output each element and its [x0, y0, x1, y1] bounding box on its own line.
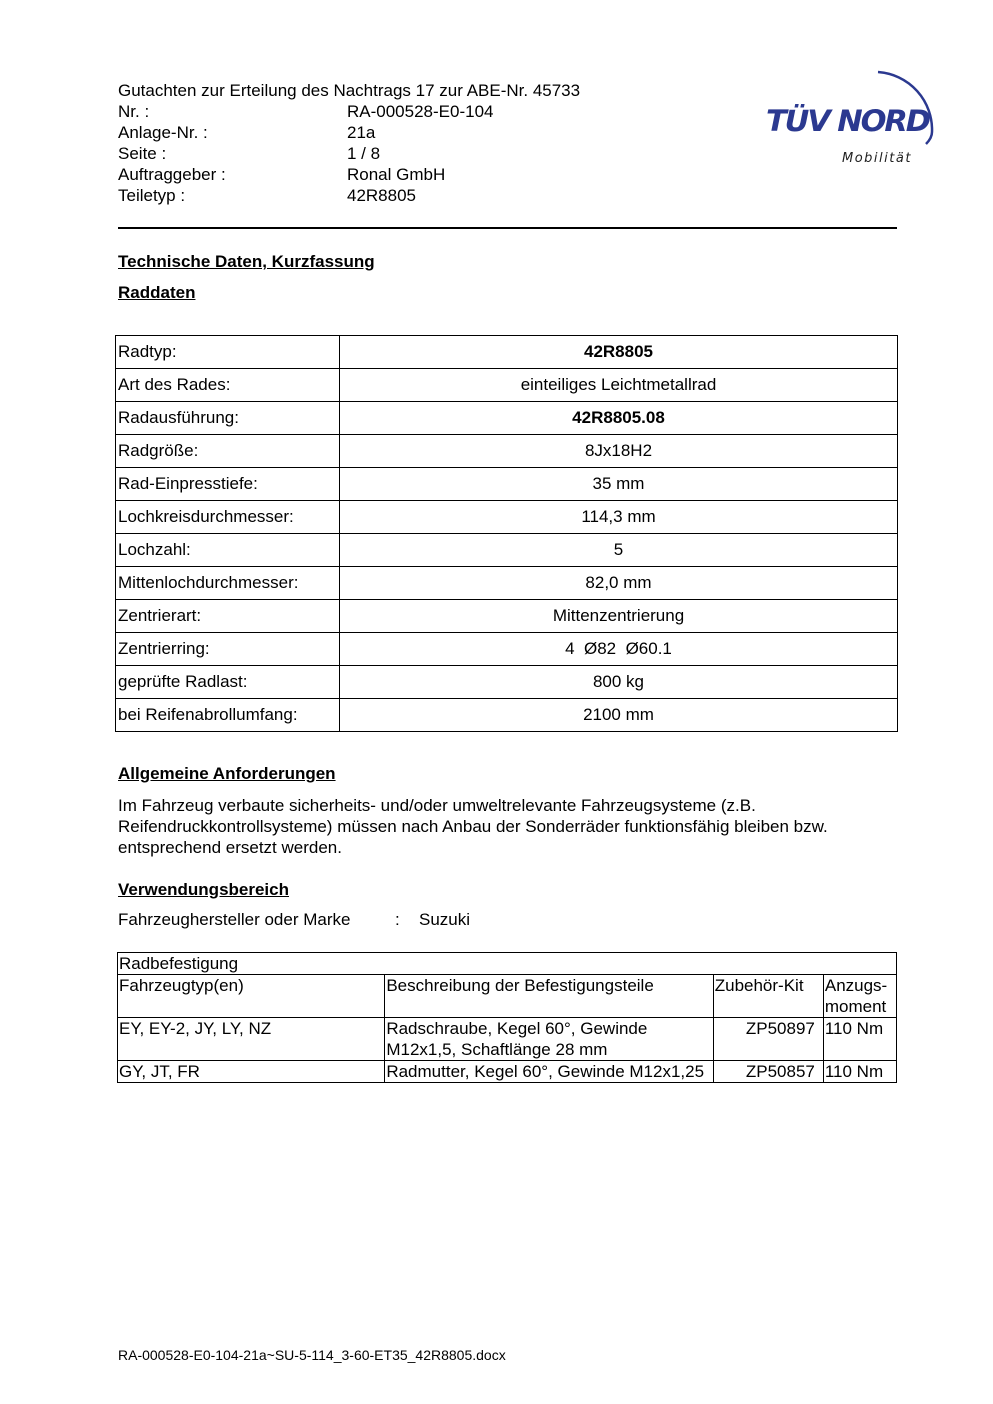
table-title-row: [118, 953, 897, 975]
heading-usage-scope: Verwendungsbereich: [118, 880, 289, 899]
fastening-description: Radmutter, Kegel 60°, Gewinde M12x1,25: [385, 1061, 713, 1083]
table-row: [116, 336, 898, 369]
row-label: Radgröße:: [116, 435, 340, 468]
row-label: Mittenlochdurchmesser:: [116, 567, 340, 600]
table-row: [116, 567, 898, 600]
header-key: Anlage-Nr. :: [118, 123, 208, 142]
column-header: Fahrzeugtyp(en): [118, 975, 385, 1018]
manufacturer-value: Suzuki: [419, 910, 471, 929]
manufacturer-label: Fahrzeughersteller oder Marke: [118, 910, 351, 929]
torque: 110 Nm: [823, 1061, 896, 1083]
fastening-description: Radschraube, Kegel 60°, Gewinde M12x1,5, Schaftlänge 28 mm: [385, 1018, 713, 1061]
row-value: 800 kg: [340, 666, 898, 699]
row-value: 2100 mm: [340, 699, 898, 732]
row-label: Lochzahl:: [116, 534, 340, 567]
table-row: [116, 435, 898, 468]
logo-subtitle: Mobilität: [842, 151, 912, 166]
row-label: Zentrierart:: [116, 600, 340, 633]
header-value: RA-000528-E0-104: [347, 102, 494, 121]
row-label: Lochkreisdurchmesser:: [116, 501, 340, 534]
header-key: Teiletyp :: [118, 186, 186, 205]
table-row: [116, 402, 898, 435]
header-row-seite: [118, 143, 678, 164]
table-header-row: [118, 975, 897, 1018]
table-row: [116, 369, 898, 402]
manufacturer-line: [118, 910, 470, 930]
logo-brand: TÜV NORD: [766, 104, 929, 138]
column-header: Zubehör-Kit: [713, 975, 823, 1018]
fastening-title: Radbefestigung: [118, 953, 897, 975]
header-key: Seite :: [118, 144, 167, 163]
table-row: [116, 501, 898, 534]
row-value: Mittenzentrierung: [340, 600, 898, 633]
row-value: 42R8805: [340, 336, 898, 369]
vehicle-types: GY, JT, FR: [118, 1061, 385, 1083]
row-label: Zentrierring:: [116, 633, 340, 666]
row-label: Radausführung:: [116, 402, 340, 435]
heading-general-requirements: Allgemeine Anforderungen: [118, 764, 336, 783]
table-row: [116, 633, 898, 666]
vehicle-types: EY, EY-2, JY, LY, NZ: [118, 1018, 385, 1061]
torque: 110 Nm: [823, 1018, 896, 1061]
row-label: geprüfte Radlast:: [116, 666, 340, 699]
document-header: [118, 80, 678, 206]
row-value: 4 Ø82 Ø60.1: [340, 633, 898, 666]
wheel-data-table: [115, 335, 898, 732]
table-row: [116, 666, 898, 699]
header-value: 42R8805: [347, 186, 417, 205]
header-value: 1 / 8: [347, 144, 381, 163]
row-label: Radtyp:: [116, 336, 340, 369]
row-value: 42R8805.08: [340, 402, 898, 435]
table-row: [116, 699, 898, 732]
accessory-kit: ZP50857: [713, 1061, 823, 1083]
heading-technical-data: Technische Daten, Kurzfassung: [118, 252, 375, 271]
table-row: [116, 534, 898, 567]
row-value: einteiliges Leichtmetallrad: [340, 369, 898, 402]
row-value: 82,0 mm: [340, 567, 898, 600]
row-value: 35 mm: [340, 468, 898, 501]
column-header: Beschreibung der Befestigungsteile: [385, 975, 713, 1018]
table-row: [118, 1018, 897, 1061]
row-label: bei Reifenabrollumfang:: [116, 699, 340, 732]
header-value: Ronal GmbH: [347, 165, 446, 184]
header-row-anlage: [118, 122, 678, 143]
header-key: Nr. :: [118, 102, 150, 121]
header-row-nr: [118, 101, 678, 122]
accessory-kit: ZP50897: [713, 1018, 823, 1061]
general-requirements-text: Im Fahrzeug verbaute sicherheits- und/oder umweltrelevante Fahrzeugsysteme (z.B. Reifendruckkontrollsysteme) müssen nach Anbau der Sonderräder funktionsfähig bleiben bzw. entsprechend ersetzt werden.: [118, 796, 828, 857]
row-value: 114,3 mm: [340, 501, 898, 534]
table-row: [116, 468, 898, 501]
header-value: 21a: [347, 123, 376, 142]
header-row-auftraggeber: [118, 164, 678, 185]
column-header: Anzugs-moment: [823, 975, 896, 1018]
header-divider: [118, 227, 897, 229]
fastening-table: [117, 952, 897, 1083]
row-label: Art des Rades:: [116, 369, 340, 402]
manufacturer-colon: :: [395, 910, 400, 929]
footer-filename: RA-000528-E0-104-21a~SU-5-114_3-60-ET35_42R8805.docx: [118, 1347, 506, 1363]
row-label: Rad-Einpresstiefe:: [116, 468, 340, 501]
heading-raddaten: Raddaten: [118, 283, 196, 302]
table-row: [118, 1061, 897, 1083]
tuev-nord-logo: [760, 58, 940, 173]
header-key: Auftraggeber :: [118, 165, 226, 184]
report-title: Gutachten zur Erteilung des Nachtrags 17 zur ABE-Nr. 45733: [118, 81, 581, 100]
row-value: 5: [340, 534, 898, 567]
row-value: 8Jx18H2: [340, 435, 898, 468]
table-row: [116, 600, 898, 633]
header-row-teiletyp: [118, 185, 678, 206]
